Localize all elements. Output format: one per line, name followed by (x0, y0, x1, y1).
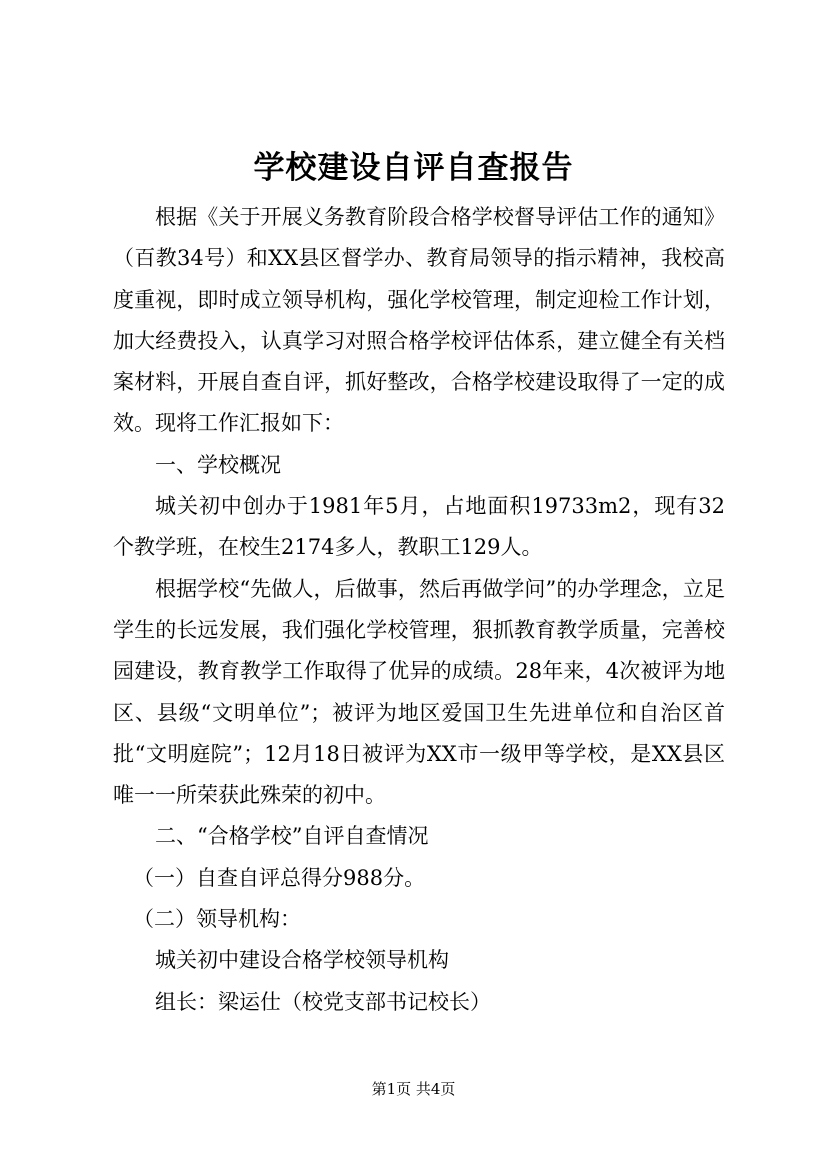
paragraph-leadership-body: 城关初中建设合格学校领导机构 (155, 948, 449, 973)
page-number: 第1页 共4页 (371, 1080, 456, 1098)
section-heading-school-overview: 一、学校概况 (155, 452, 281, 477)
section-heading-self-evaluation: 二、“合格学校”自评自查情况 (155, 824, 429, 849)
paragraph-leadership-heading: （二）领导机构： (133, 907, 301, 932)
paragraph-school-achievements: 根据学校“先做人，后做事，然后再做学问”的办学理念，立足学生的长远发展，我们强化学校管理，狠抓教育教学质量，完善校园建设，教育教学工作取得了优异的成绩。28年来，4次被评为地区、县级“文明单位”；被评为地区爱国卫生先进单位和自治区首批“文明庭院”；12月18日被评为XX市一级甲等学校，是XX县区唯一一所荣获此殊荣的初中。 (113, 576, 725, 808)
document-body (113, 197, 725, 1023)
document-title: 学校建设自评自查报告 (253, 150, 574, 186)
paragraph-intro: 根据《关于开展义务教育阶段合格学校督导评估工作的通知》（百教34号）和XX县区督学办、教育局领导的指示精神，我校高度重视，即时成立领导机构，强化学校管理，制定迎检工作计划，加大经费投入，认真学习对照合格学校评估体系，建立健全有关档案材料，开展自查自评，抓好整改，合格学校建设取得了一定的成效。现将工作汇报如下： (113, 205, 725, 436)
paragraph-total-score: （一）自查自评总得分988分。 (133, 865, 426, 890)
paragraph-team-leader: 组长：梁运仕（校党支部书记校长） (155, 989, 491, 1014)
paragraph-school-founding: 城关初中创办于1981年5月，占地面积19733m2，现有32个教学班，在校生2174多人，教职工129人。 (113, 494, 725, 560)
